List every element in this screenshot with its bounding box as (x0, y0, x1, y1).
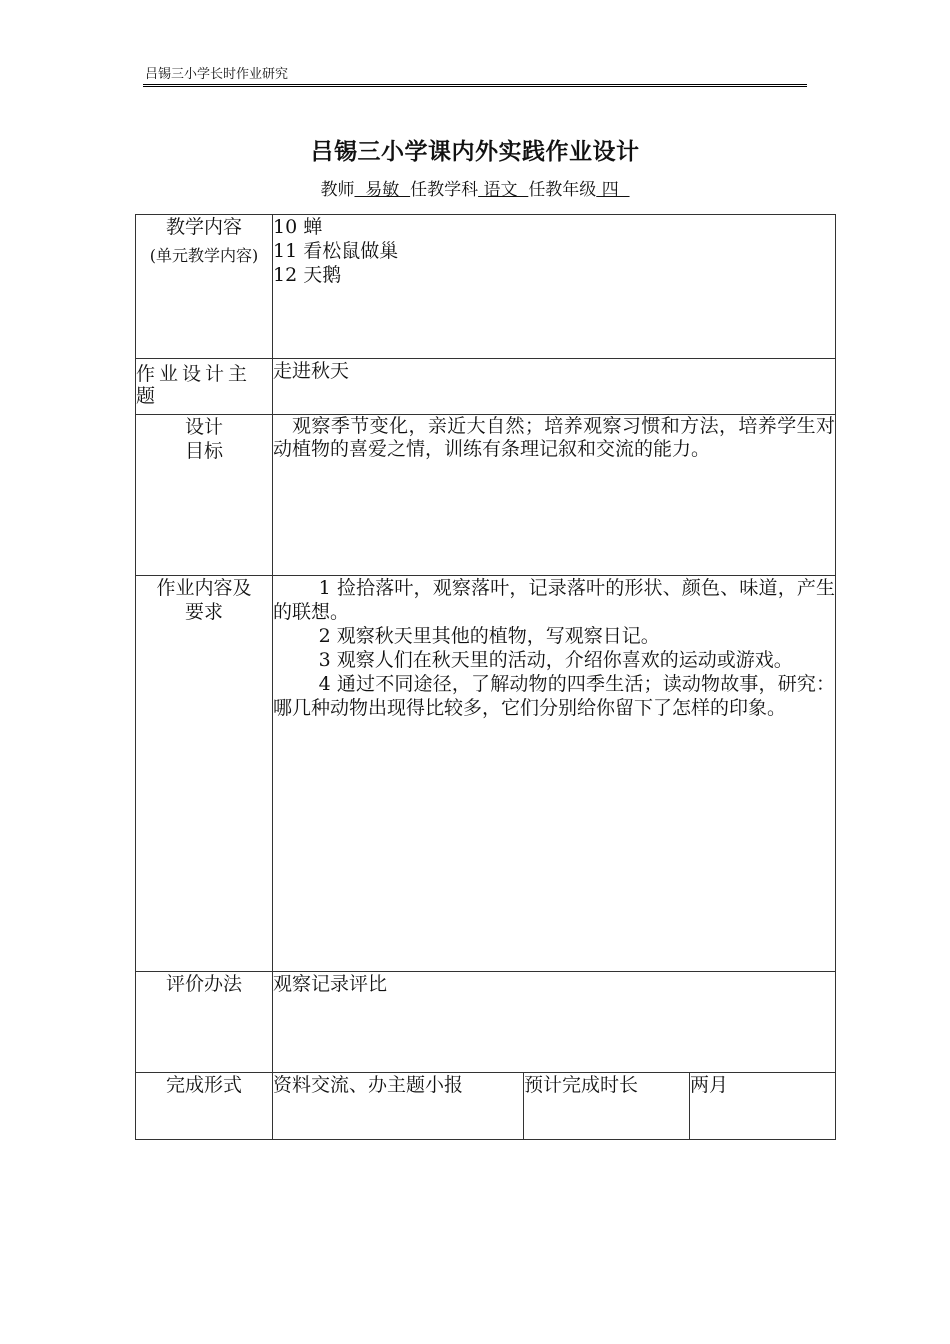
teaching-content-cell (273, 215, 836, 359)
teacher-info-line (0, 175, 950, 200)
header-rule (143, 84, 807, 87)
theme-value: 走进秋天 (273, 359, 836, 415)
lesson-item: 11 看松鼠做巢 (273, 240, 399, 262)
row-tasks (136, 576, 836, 972)
teacher-value: 易敏 (354, 180, 411, 200)
goal-label-line1: 设计 (184, 416, 223, 438)
grade-value: 四 (596, 180, 630, 200)
row-theme (136, 359, 836, 415)
goal-label-line2: 目标 (184, 440, 223, 462)
teaching-content-label-cell (136, 215, 273, 359)
row-completion (136, 1073, 836, 1140)
evaluation-label: 评价办法 (136, 972, 273, 1073)
tasks-label-cell (136, 576, 273, 972)
document-title: 吕锡三小学课内外实践作业设计 (310, 138, 640, 165)
completion-label: 完成形式 (136, 1073, 273, 1140)
row-goal (136, 415, 836, 576)
tasks-cell (273, 576, 836, 972)
lesson-item: 12 天鹅 (273, 264, 342, 286)
completion-value: 资料交流、办主题小报 (273, 1073, 524, 1140)
evaluation-value: 观察记录评比 (273, 972, 836, 1073)
subject-label: 任教学科 (410, 180, 479, 200)
lesson-item: 10 蝉 (273, 216, 323, 238)
teaching-content-sublabel: (单元教学内容) (149, 246, 259, 265)
task-item: 4 通过不同途径，了解动物的四季生活；读动物故事，研究：哪几种动物出现得比较多，它们分别给你留下了怎样的印象。 (273, 673, 836, 719)
duration-value: 两月 (690, 1073, 836, 1140)
task-item: 3 观察人们在秋天里的活动，介绍你喜欢的运动或游戏。 (318, 649, 793, 671)
goal-label-cell (136, 415, 273, 576)
goal-value: 观察季节变化，亲近大自然；培养观察习惯和方法，培养学生对动植物的喜爱之情，训练有条理记叙和交流的能力。 (273, 415, 836, 576)
theme-label: 作业设计主题 (136, 359, 273, 415)
running-header: 吕锡三小学长时作业研究 (145, 67, 289, 82)
row-evaluation (136, 972, 836, 1073)
teacher-label: 教师 (320, 180, 355, 200)
row-teaching-content (136, 215, 836, 359)
grade-label: 任教年级 (528, 180, 597, 200)
tasks-label-line2: 要求 (184, 601, 223, 623)
subject-value: 语文 (478, 180, 529, 200)
task-item: 2 观察秋天里其他的植物，写观察日记。 (318, 625, 660, 647)
duration-label: 预计完成时长 (524, 1073, 690, 1140)
tasks-label-line1: 作业内容及 (156, 577, 252, 599)
teaching-content-label: 教学内容 (165, 216, 242, 238)
design-table (135, 214, 836, 1140)
task-item: 1 捡拾落叶，观察落叶，记录落叶的形状、颜色、味道，产生的联想。 (273, 577, 836, 623)
